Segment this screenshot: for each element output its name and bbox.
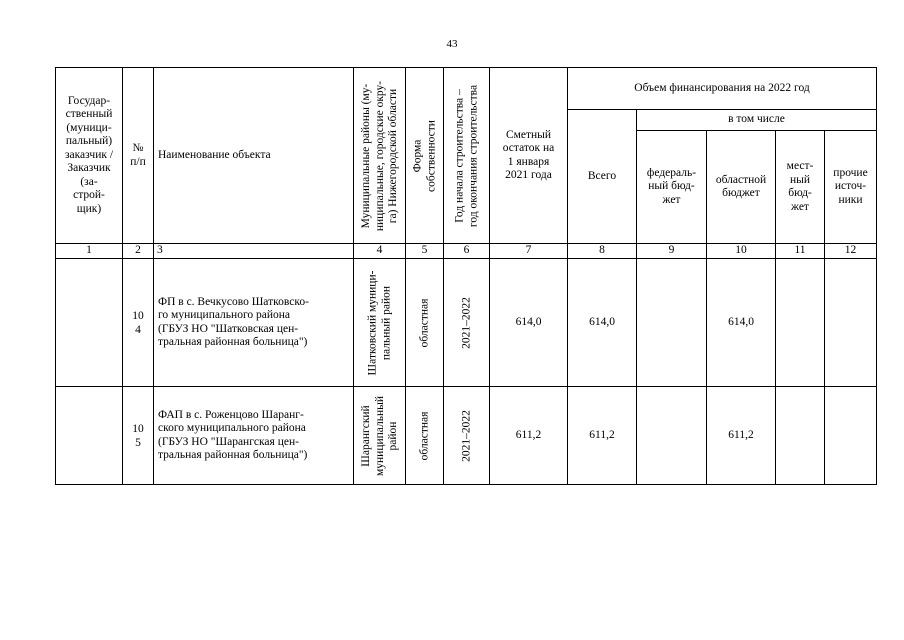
header-districts bbox=[354, 68, 406, 244]
table-row bbox=[56, 387, 877, 485]
row-district bbox=[354, 259, 406, 387]
financing-table bbox=[55, 67, 877, 485]
row-num bbox=[123, 387, 154, 485]
row-other bbox=[825, 387, 877, 485]
row-years bbox=[444, 259, 490, 387]
row-num-text: 10 4 bbox=[132, 309, 144, 336]
header-estimate bbox=[490, 68, 568, 244]
row-local bbox=[776, 259, 825, 387]
row-years-text: 2021–2022 bbox=[459, 296, 472, 349]
header-object-name: Наименование объекта bbox=[154, 68, 354, 244]
header-financing: Объем финансирования на 2022 год bbox=[568, 68, 877, 110]
col-number: 12 bbox=[825, 244, 877, 259]
col-number: 10 bbox=[707, 244, 776, 259]
header-regional bbox=[707, 131, 776, 244]
row-num-text: 10 5 bbox=[132, 422, 144, 449]
header-federal-text: федераль- ный бюд- жет bbox=[646, 166, 697, 206]
col-number: 4 bbox=[354, 244, 406, 259]
header-customer-text: Государ- ственный (муници- пальный) заказчик / Заказчик (за- строй- щик) bbox=[64, 94, 114, 215]
row-ownership bbox=[406, 259, 444, 387]
row-customer bbox=[56, 387, 123, 485]
row-num bbox=[123, 259, 154, 387]
header-total: Всего bbox=[568, 110, 637, 244]
header-other bbox=[825, 131, 877, 244]
header-estimate-text: Сметный остаток на 1 января 2021 года bbox=[502, 128, 555, 181]
header-local bbox=[776, 131, 825, 244]
header-including: в том числе bbox=[637, 110, 877, 131]
col-number: 5 bbox=[406, 244, 444, 259]
column-numbers-row bbox=[56, 244, 877, 259]
row-regional: 614,0 bbox=[707, 259, 776, 387]
row-object-text: ФАП в с. Роженцово Шаранг- ского муниципального района (ГБУЗ НО "Шарангская цен- тральная районная больница") bbox=[158, 408, 308, 461]
row-total: 614,0 bbox=[568, 259, 637, 387]
table-row bbox=[56, 259, 877, 387]
row-other bbox=[825, 259, 877, 387]
header-customer bbox=[56, 68, 123, 244]
header-ownership-text: Форма собственности bbox=[411, 119, 437, 192]
col-number: 9 bbox=[637, 244, 707, 259]
row-object bbox=[154, 259, 354, 387]
col-number: 7 bbox=[490, 244, 568, 259]
col-number: 2 bbox=[123, 244, 154, 259]
row-estimate: 614,0 bbox=[490, 259, 568, 387]
row-object bbox=[154, 387, 354, 485]
row-object-text: ФП в с. Вечкусово Шатковско- го муниципального района (ГБУЗ НО "Шатковская цен- тральная районная больница") bbox=[158, 295, 309, 348]
header-years bbox=[444, 68, 490, 244]
row-customer bbox=[56, 259, 123, 387]
row-district bbox=[354, 387, 406, 485]
col-number: 3 bbox=[154, 244, 354, 259]
row-district-text: Шатковский муници- пальный район bbox=[366, 270, 392, 375]
row-federal bbox=[637, 259, 707, 387]
col-number: 11 bbox=[776, 244, 825, 259]
row-years-text: 2021–2022 bbox=[459, 409, 472, 462]
row-ownership-text: областная bbox=[417, 298, 430, 347]
header-num-text: № п/п bbox=[130, 142, 146, 168]
col-number: 8 bbox=[568, 244, 637, 259]
header-years-text: Год начала строительства – год окончания строительства bbox=[453, 84, 479, 227]
col-number: 6 bbox=[444, 244, 490, 259]
row-years bbox=[444, 387, 490, 485]
row-district-text: Шарангский муниципальный район bbox=[359, 395, 399, 476]
row-regional: 611,2 bbox=[707, 387, 776, 485]
row-ownership-text: областная bbox=[417, 411, 430, 460]
header-num bbox=[123, 68, 154, 244]
header-other-text: прочие источ- ники bbox=[833, 166, 868, 206]
header-regional-text: областной бюджет bbox=[715, 173, 767, 199]
row-estimate: 611,2 bbox=[490, 387, 568, 485]
row-ownership bbox=[406, 387, 444, 485]
row-local bbox=[776, 387, 825, 485]
page-number: 43 bbox=[446, 38, 458, 50]
col-number: 1 bbox=[56, 244, 123, 259]
header-federal bbox=[637, 131, 707, 244]
header-districts-text: Муниципальные районы (му- ниципальные, городские окру- га) Нижегородской области bbox=[359, 80, 399, 231]
header-ownership bbox=[406, 68, 444, 244]
row-federal bbox=[637, 387, 707, 485]
row-total: 611,2 bbox=[568, 387, 637, 485]
header-local-text: мест- ный бюд- жет bbox=[786, 160, 814, 213]
